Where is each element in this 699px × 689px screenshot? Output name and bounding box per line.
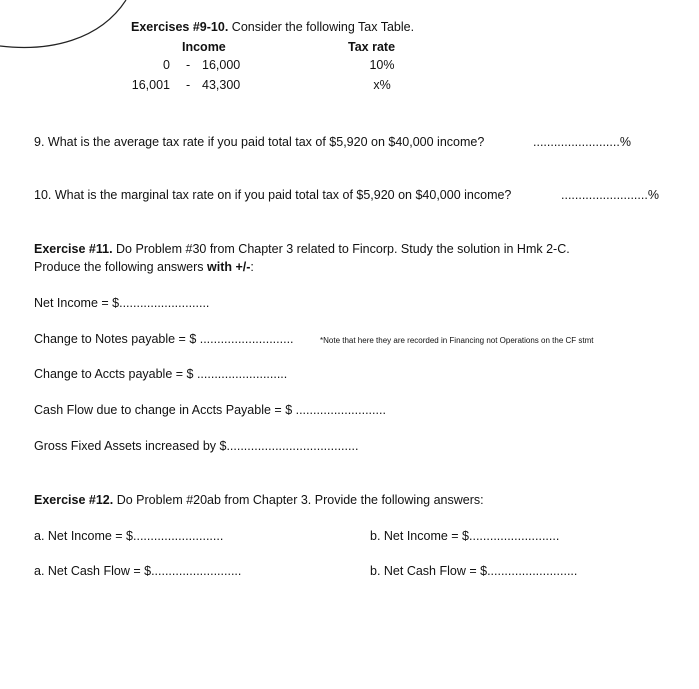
tax-row-2-rate: x%	[373, 78, 391, 92]
notes-payable-field[interactable]: Change to Notes payable = $ ...........................	[34, 332, 294, 346]
exercise-11-line2-bold: with +/-	[207, 260, 251, 274]
exercise-9-10-title: Exercises #9-10.	[131, 20, 229, 34]
exercise-11-line2	[34, 260, 254, 274]
exercise-11-line2-prefix: Produce the following answers	[34, 260, 208, 274]
question-10: 10. What is the marginal tax rate on if you paid total tax of $5,920 on $40,000 income?	[34, 188, 512, 202]
question-9: 9. What is the average tax rate if you paid total tax of $5,920 on $40,000 income?	[34, 135, 485, 149]
tax-row-1-rate: 10%	[369, 58, 395, 72]
tax-table-rate-header: Tax rate	[348, 40, 396, 54]
financing-note: *Note that here they are recorded in Financing not Operations on the CF stmt	[320, 336, 594, 345]
question-9-answer-blank[interactable]: .........................%	[533, 135, 631, 149]
exercise-12-title: Exercise #12.	[34, 493, 114, 507]
b-net-income-field[interactable]: b. Net Income = $..........................	[370, 529, 560, 543]
exercise-11-heading	[34, 242, 570, 256]
decorative-arc	[0, 0, 140, 60]
a-net-cash-flow-field[interactable]: a. Net Cash Flow = $..........................	[34, 564, 242, 578]
tax-row-2-dash: -	[186, 78, 191, 92]
accts-payable-field[interactable]: Change to Accts payable = $ ..........................	[34, 367, 288, 381]
exercise-9-10-heading	[131, 20, 414, 34]
tax-row-2-low: 16,001	[131, 78, 170, 92]
tax-row-2-high: 43,300	[202, 78, 241, 92]
tax-row-1-high: 16,000	[202, 58, 241, 72]
net-income-field[interactable]: Net Income = $..........................	[34, 296, 210, 310]
exercise-12-text: Do Problem #20ab from Chapter 3. Provide the following answers:	[116, 493, 484, 507]
exercise-11-line1: Do Problem #30 from Chapter 3 related to Fincorp. Study the solution in Hmk 2-C.	[116, 242, 570, 256]
a-net-income-field[interactable]: a. Net Income = $..........................	[34, 529, 224, 543]
tax-row-1-low: 0	[163, 58, 170, 72]
exercise-11-line2-suffix: :	[250, 260, 254, 274]
exercise-12-heading	[34, 493, 484, 507]
tax-table-income-header: Income	[182, 40, 226, 54]
b-net-cash-flow-field[interactable]: b. Net Cash Flow = $..........................	[370, 564, 578, 578]
tax-row-1-dash: -	[186, 58, 191, 72]
cash-flow-accts-payable-field[interactable]: Cash Flow due to change in Accts Payable = $ ..........................	[34, 403, 386, 417]
exercise-11-title: Exercise #11.	[34, 242, 113, 256]
gross-fixed-assets-field[interactable]: Gross Fixed Assets increased by $......................................	[34, 439, 359, 453]
exercise-9-10-intro: Consider the following Tax Table.	[231, 20, 415, 34]
question-10-answer-blank[interactable]: .........................%	[561, 188, 659, 202]
